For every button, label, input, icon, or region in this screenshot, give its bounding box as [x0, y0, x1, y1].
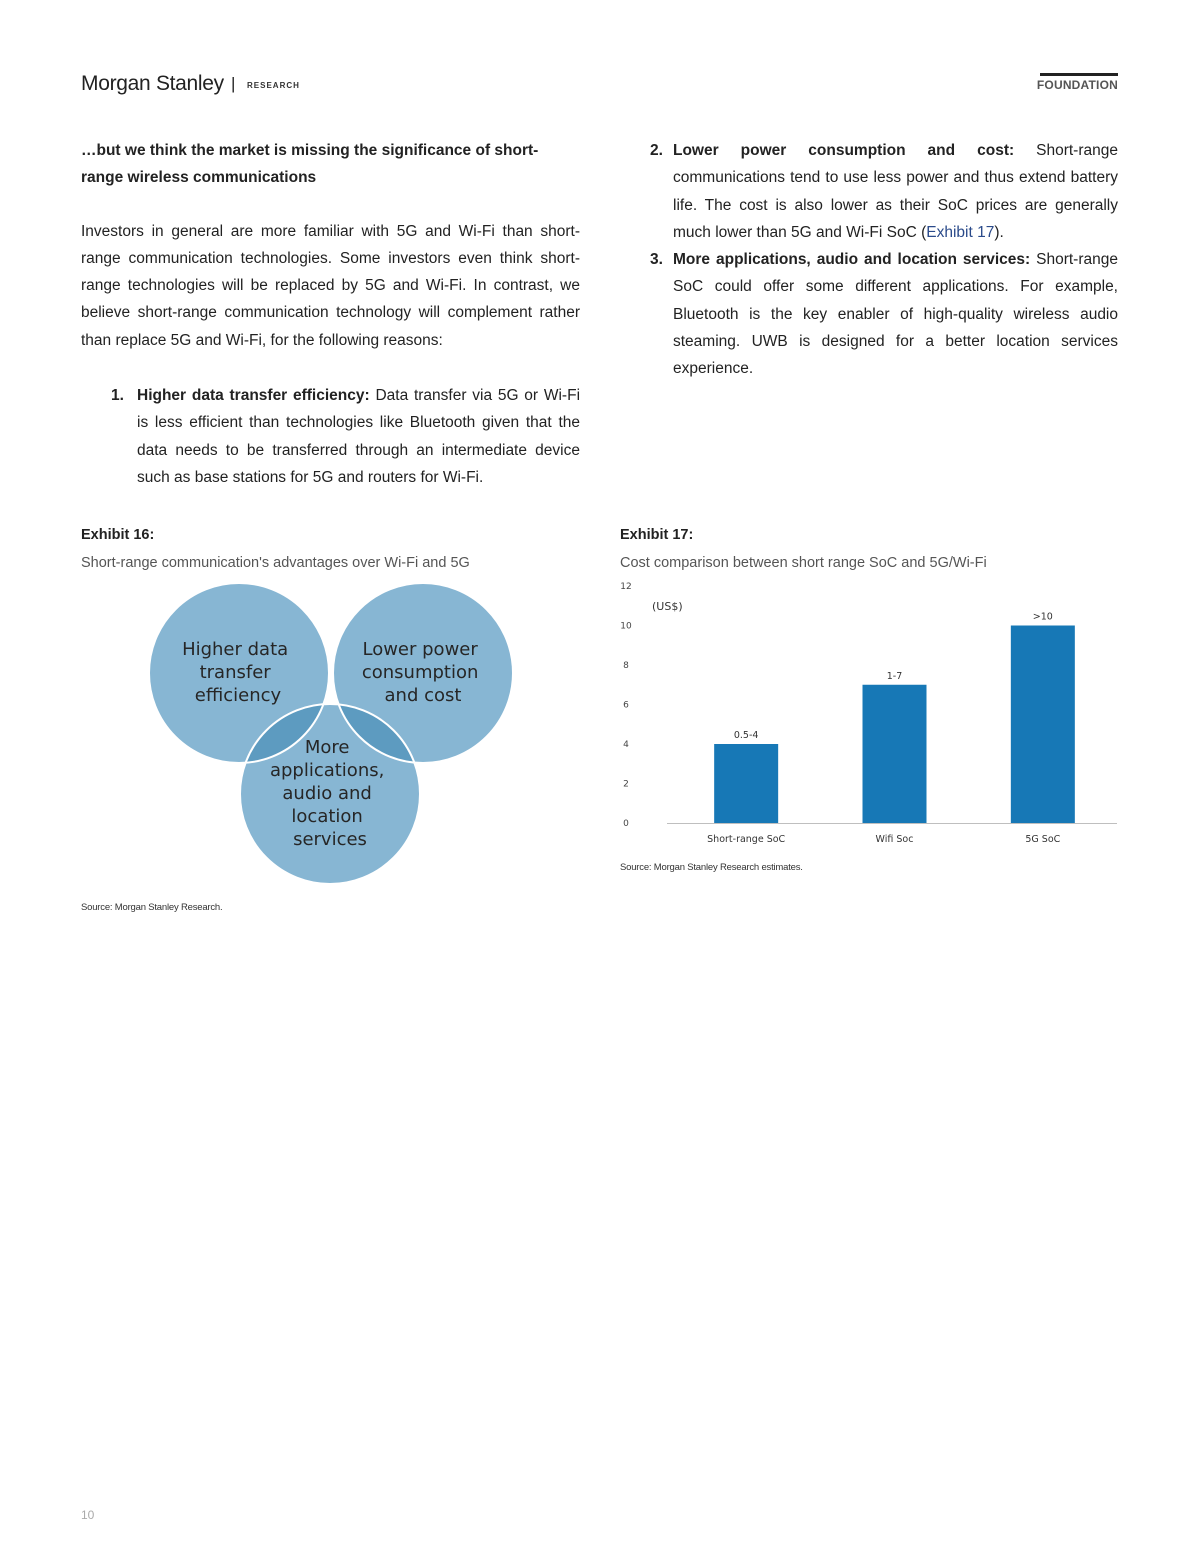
reason-item-1	[81, 382, 580, 491]
data-label: 1-7	[886, 670, 903, 682]
reason-text-end: ).	[994, 223, 1004, 241]
venn-label-data-efficiency: Higher data transfer efficiency	[182, 639, 289, 706]
x-tick-label: Short-range SoC	[707, 834, 786, 845]
reason-title: Lower power consumption and cost:	[673, 142, 1015, 159]
reason-number: 2.	[650, 142, 663, 159]
intro-paragraph: Investors in general are more familiar with 5G and Wi-Fi than short-range communication technologies. Some investors even think short-range technologies will be replaced by 5G and Wi-Fi. In contrast, we believe short-range communication technology will complement rather than replace 5G and Wi-Fi, for the following reasons:	[81, 222, 580, 349]
bar-1	[714, 744, 778, 823]
exhibit-16-title: Exhibit 16:	[81, 527, 155, 543]
reason-number: 1.	[111, 387, 124, 405]
data-label: >10	[1032, 611, 1053, 623]
reason-text: Data transfer via 5G or Wi-Fi is less efficient than technologies like Bluetooth given that the data needs to be transferred through an intermediate device such as base stations for 5G and routers for Wi-Fi.	[137, 387, 581, 486]
x-tick-label: 5G SoC	[1025, 834, 1061, 845]
exhibit-16-subtitle: Short-range communication's advantages over Wi-Fi and 5G	[81, 555, 470, 571]
section-heading: …but we think the market is missing the significance of short-range wireless communications	[81, 142, 539, 187]
bar-chart	[615, 578, 1125, 848]
exhibit-17-link[interactable]: Exhibit 17	[926, 223, 995, 241]
reason-text: Short-range SoC could offer some different applications. For example, Bluetooth is the key enabler of high-quality wireless audio steaming. UWB is designed for a better location services experience.	[673, 251, 1118, 378]
y-tick-label: 4	[623, 740, 629, 750]
y-tick-label: 2	[623, 779, 629, 790]
exhibit-17-source: Source: Morgan Stanley Research estimates.	[620, 862, 803, 873]
left-column	[81, 137, 580, 491]
reason-item-3	[650, 246, 1118, 382]
exhibit-17-title: Exhibit 17:	[620, 527, 694, 543]
reason-title: More applications, audio and location services:	[673, 251, 1031, 269]
bar-2	[863, 685, 927, 823]
right-column	[650, 137, 1118, 383]
y-axis-label: (US$)	[652, 599, 683, 613]
reason-title: Higher data transfer efficiency:	[137, 387, 370, 405]
section-tag: FOUNDATION	[1036, 78, 1118, 92]
x-tick-label: Wifi Soc	[875, 834, 914, 845]
venn-label-applications: More applications, audio and location services	[269, 737, 385, 850]
reason-text: Short-range communications tend to use less power and thus extend battery life. The cost is also lower as their SoC prices are generally much lower than 5G and Wi-Fi SoC (	[673, 142, 1118, 241]
brand-logo: Morgan Stanley	[81, 72, 224, 95]
y-tick-label: 10	[620, 621, 632, 632]
section-tag-rule	[1040, 73, 1118, 76]
exhibit-16-source: Source: Morgan Stanley Research.	[81, 902, 223, 913]
venn-diagram	[140, 580, 530, 890]
brand-separator: |	[231, 74, 236, 93]
y-tick-label: 12	[620, 582, 632, 592]
bar-3	[1011, 626, 1075, 824]
page-number: 10	[81, 1508, 95, 1522]
reason-item-2	[650, 137, 1118, 246]
y-tick-label: 6	[623, 700, 629, 711]
brand-subtitle: RESEARCH	[247, 81, 300, 90]
reason-number: 3.	[650, 251, 663, 269]
exhibit-17-subtitle: Cost comparison between short range SoC and 5G/Wi-Fi	[620, 555, 987, 571]
venn-label-power-cost: Lower power consumption and cost	[361, 639, 479, 706]
data-label: 0.5-4	[733, 730, 759, 741]
y-tick-label: 0	[623, 819, 629, 829]
y-tick-label: 8	[623, 661, 629, 671]
